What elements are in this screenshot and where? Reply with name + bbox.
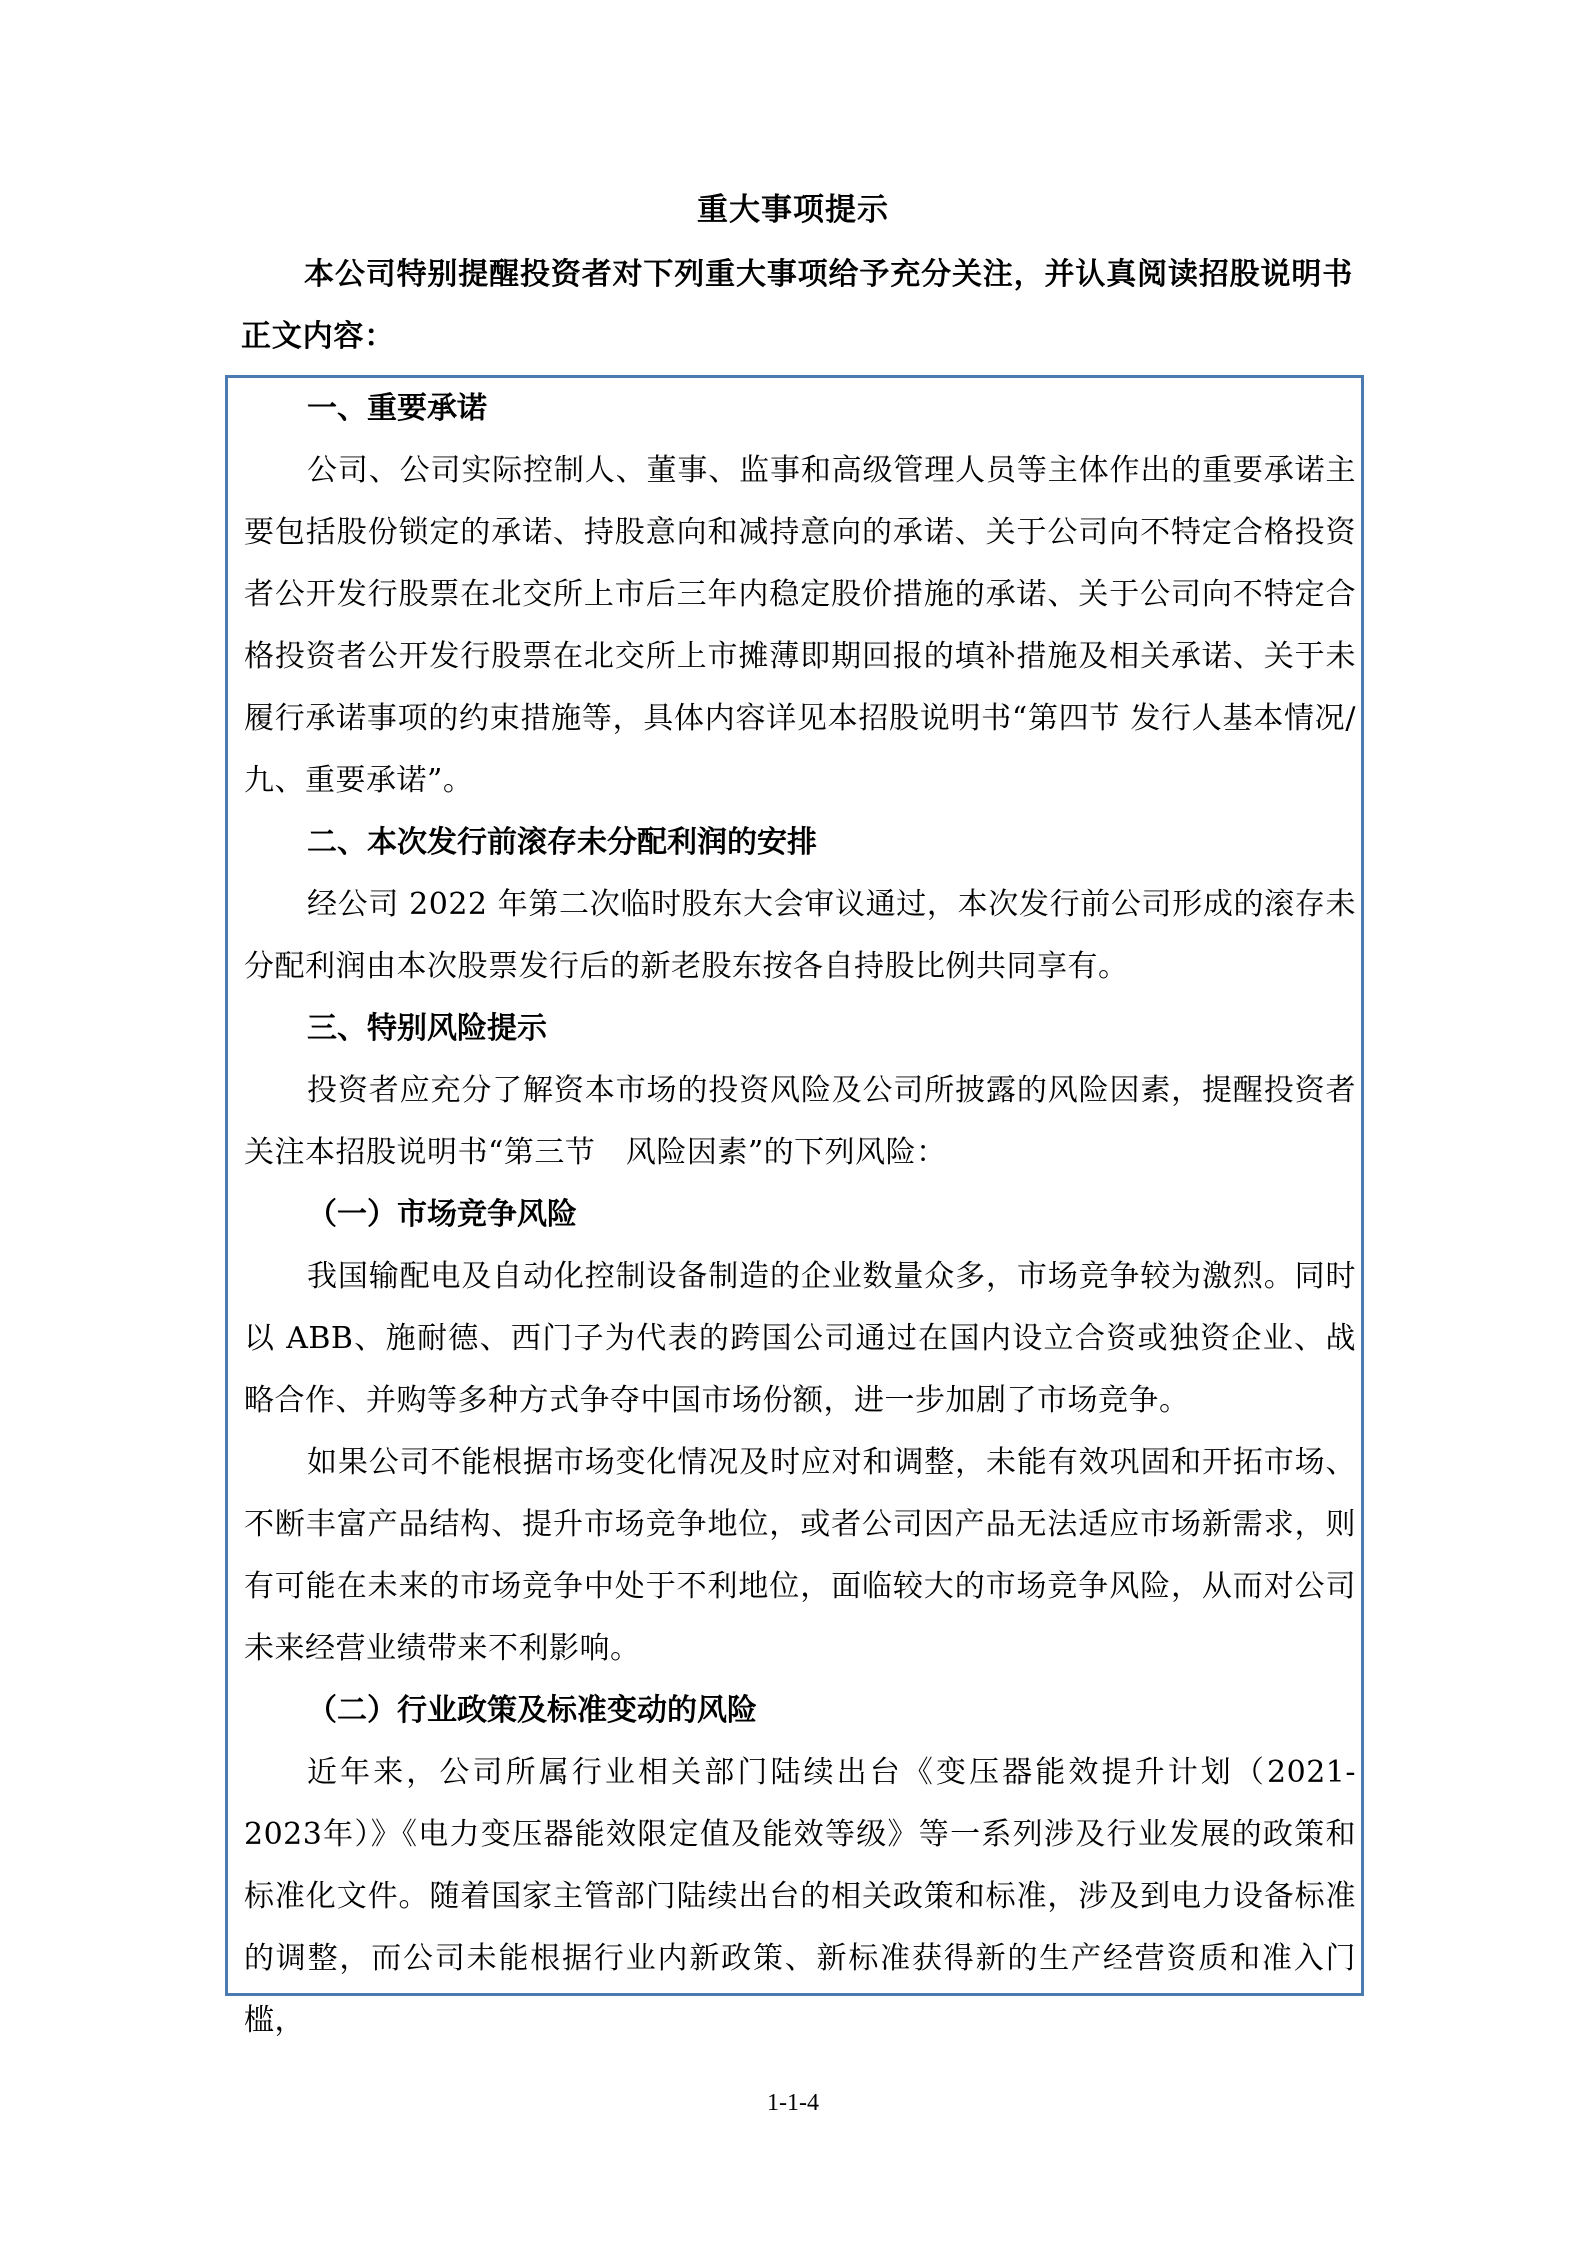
- paragraph-special-risks: 投资者应充分了解资本市场的投资风险及公司所披露的风险因素，提醒投资者关注本招股说明书“第三节 风险因素”的下列风险：: [244, 1073, 1356, 1170]
- highlight-box: [225, 375, 1364, 2038]
- page-title: 重大事项提示: [697, 192, 889, 228]
- box-content: [244, 378, 1356, 2052]
- section-heading-important-commitments: 一、重要承诺: [307, 391, 487, 426]
- page-number: 1-1-4: [767, 2090, 819, 2116]
- subsection-heading-market-competition: （一）市场竞争风险: [307, 1197, 577, 1232]
- section-heading-special-risks: 三、特别风险提示: [307, 1011, 547, 1046]
- paragraph-commitments: 公司、公司实际控制人、董事、监事和高级管理人员等主体作出的重要承诺主要包括股份锁定的承诺、持股意向和减持意向的承诺、关于公司向不特定合格投资者公开发行股票在北交所上市后三年内稳定股价措施的承诺、关于公司向不特定合格投资者公开发行股票在北交所上市摊薄即期回报的填补措施及相关承诺、关于未履行承诺事项的约束措施等，具体内容详见本招股说明书“第四节 发行人基本情况/九、重要承诺”。: [244, 453, 1356, 798]
- paragraph-market-competition-1: 我国输配电及自动化控制设备制造的企业数量众多，市场竞争较为激烈。同时以 ABB、施耐德、西门子为代表的跨国公司通过在国内设立合资或独资企业、战略合作、并购等多种方式争夺中国市场份额，进一步加剧了市场竞争。: [244, 1259, 1356, 1418]
- paragraph-undistributed-profits: 经公司 2022 年第二次临时股东大会审议通过，本次发行前公司形成的滚存未分配利润由本次股票发行后的新老股东按各自持股比例共同享有。: [244, 887, 1356, 984]
- intro-paragraph: 本公司特别提醒投资者对下列重大事项给予充分关注，并认真阅读招股说明书正文内容：: [241, 257, 1353, 354]
- section-heading-undistributed-profits: 二、本次发行前滚存未分配利润的安排: [307, 825, 817, 860]
- paragraph-market-competition-2: 如果公司不能根据市场变化情况及时应对和调整，未能有效巩固和开拓市场、不断丰富产品结构、提升市场竞争地位，或者公司因产品无法适应市场新需求，则有可能在未来的市场竞争中处于不利地位，面临较大的市场竞争风险，从而对公司未来经营业绩带来不利影响。: [244, 1445, 1356, 1666]
- paragraph-policy-standards: 近年来，公司所属行业相关部门陆续出台《变压器能效提升计划（2021-2023年）》《电力变压器能效限定值及能效等级》等一系列涉及行业发展的政策和标准化文件。随着国家主管部门陆续出台的相关政策和标准，涉及到电力设备标准的调整，而公司未能根据行业内新政策、新标准获得新的生产经营资质和准入门槛，: [244, 1755, 1356, 2038]
- subsection-heading-policy-standards: （二）行业政策及标准变动的风险: [307, 1693, 757, 1728]
